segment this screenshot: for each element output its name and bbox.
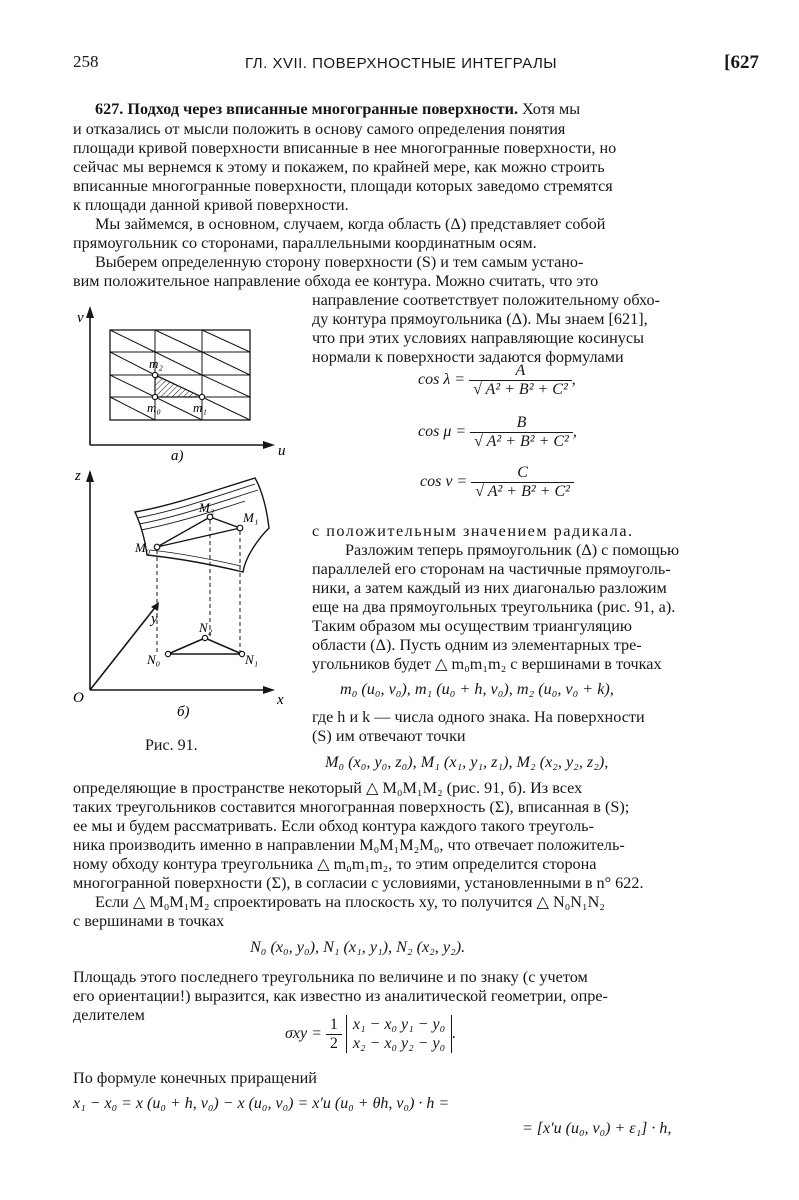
text-line bbox=[95, 100, 765, 119]
y-axis-arrow-icon bbox=[151, 602, 159, 611]
text-line: прямоугольник со сторонами, параллельными координатным осям. bbox=[73, 234, 537, 252]
formula-increment-1: x₁ − x₀ = x (u₀ + h, v₀) − x (u₀, v₀) = x′u (u₀ + θh, v₀) · h = bbox=[73, 1095, 450, 1112]
text-line: где h и k — числа одного знака. На поверхности bbox=[312, 708, 645, 726]
label-N2: N₂ bbox=[199, 620, 213, 635]
label-m2: m₂ bbox=[149, 356, 163, 371]
text-line: к площади данной кривой поверхности. bbox=[73, 196, 349, 214]
point-N0 bbox=[165, 651, 170, 656]
text-line: Выберем определенную сторону поверхности (S) и тем самым устано- bbox=[95, 253, 584, 271]
label-y: y bbox=[151, 611, 158, 627]
text-line: вписанные многогранные поверхности, площади которых заведомо стремятся bbox=[73, 177, 613, 195]
text-line: и отказались от мысли положить в основу самого определения понятия bbox=[73, 120, 566, 138]
text-line: делителем bbox=[73, 1006, 145, 1024]
text-line: области (Δ). Пусть одним из элементарных тре- bbox=[312, 636, 642, 654]
point-N1 bbox=[239, 651, 244, 656]
figure-caption: Рис. 91. bbox=[145, 737, 198, 754]
text-line: По формуле конечных приращений bbox=[73, 1069, 317, 1087]
v-axis-arrow-icon bbox=[86, 306, 94, 318]
text-line: ее мы и будем рассматривать. Если обход контура каждого такого треуголь- bbox=[73, 817, 594, 835]
point-M0 bbox=[154, 544, 160, 550]
label-N1: N₁ bbox=[245, 652, 259, 667]
panel-b-diagram bbox=[73, 468, 284, 720]
label-M1: M₁ bbox=[243, 510, 259, 525]
formula-M-points: M₀ (x₀, y₀, z₀), M₁ (x₁, y₁, z₁), M₂ (x₂, y₂, z₂), bbox=[325, 753, 609, 771]
text-line: параллелей его сторонам на частичные прямоуголь- bbox=[312, 560, 671, 578]
formula-cos-lambda: cos λ = $\frac{A}{\text{√ A² + B² + C²}}$ , bbox=[418, 362, 576, 398]
panel-a-diagram bbox=[77, 306, 286, 464]
text-line: что при этих условиях направляющие косинусы bbox=[312, 329, 644, 347]
formula-cos-nu: cos ν = $\frac{C}{\text{√ A² + B² + C²}}$ bbox=[420, 464, 574, 501]
point-N2 bbox=[202, 635, 207, 640]
text-line: Мы займемся, в основном, случаем, когда область (Δ) представляет собой bbox=[95, 215, 606, 233]
text-line: ному обходу контура треугольника △ m₀m₁m₂, то этим определится сторона bbox=[73, 855, 597, 873]
text-line: ника производить именно в направлении M₀M₁M₂M₀, что отвечает положитель- bbox=[73, 836, 625, 854]
page-number: 258 bbox=[73, 52, 99, 71]
label-origin: O bbox=[73, 690, 84, 706]
formula-m-points: m₀ (u₀, v₀), m₁ (u₀ + h, v₀), m₂ (u₀, v₀ + k), bbox=[340, 680, 614, 698]
text-line: многогранной поверхности (Σ), в согласии с условиями, установленными в n° 622. bbox=[73, 874, 644, 892]
section-title: 627. Подход через вписанные многогранные поверхности. bbox=[95, 100, 518, 118]
text-fragment: Хотя мы bbox=[522, 100, 581, 118]
hatched-triangle bbox=[155, 375, 202, 397]
text-line: его ориентации!) выразится, как известно из аналитической геометрии, опре- bbox=[73, 987, 608, 1005]
label-z: z bbox=[75, 468, 81, 484]
u-axis-arrow-icon bbox=[263, 441, 275, 449]
label-M2: M₂ bbox=[199, 500, 215, 515]
text-line: с вершинами в точках bbox=[73, 912, 225, 930]
label-M0: M₀ bbox=[135, 540, 151, 555]
text-line: ники, а затем каждый из них диагональю разложим bbox=[312, 579, 667, 597]
text-line: Разложим теперь прямоугольник (Δ) с помощью bbox=[345, 541, 680, 559]
text-line: Таким образом мы осуществим триангуляцию bbox=[312, 617, 632, 635]
text-line: Если △ M₀M₁M₂ спроектировать на плоскость xy, то получится △ N₀N₁N₂ bbox=[95, 893, 605, 911]
formula-cos-mu: cos μ = $\frac{B}{\text{√ A² + B² + C²}}$ , bbox=[418, 414, 577, 450]
label-panel-b: б) bbox=[177, 704, 190, 720]
label-u: u bbox=[278, 443, 286, 459]
label-m0: m₀ bbox=[147, 400, 161, 415]
formula-sigma-determinant: σxy = $\frac{1}{2}$ x₁ − x₀ y₁ − y₀ x₂ − x₀ y₂ − y₀ . bbox=[285, 1015, 457, 1052]
text-line: ду контура прямоугольника (Δ). Мы знаем [621], bbox=[312, 310, 648, 328]
formula-N-points: N₀ (x₀, y₀), N₁ (x₁, y₁), N₂ (x₂, y₂). bbox=[250, 938, 466, 956]
text-line: угольников будет △ m₀m₁m₂ с вершинами в точках bbox=[312, 655, 662, 673]
point-M1 bbox=[237, 525, 243, 531]
formula-increment-2: = [x′u (u₀, v₀) + ε₁] · h, bbox=[522, 1120, 672, 1137]
section-reference: [627 bbox=[724, 52, 759, 73]
text-line: определяющие в пространстве некоторый △ M₀M₁M₂ (рис. 91, б). Из всех bbox=[73, 779, 583, 797]
figure-91 bbox=[65, 300, 305, 730]
text-line: еще на два прямоугольных треугольника (рис. 91, а). bbox=[312, 598, 676, 616]
text-line: сейчас мы вернемся к этому и покажем, по крайней мере, как можно строить bbox=[73, 158, 605, 176]
text-line: площади кривой поверхности вписанные в нее многогранные поверхности, но bbox=[73, 139, 617, 157]
text-line: Площадь этого последнего треугольника по величине и по знаку (с учетом bbox=[73, 968, 588, 986]
text-line: (S) им отвечают точки bbox=[312, 727, 466, 745]
point-m0 bbox=[152, 394, 157, 399]
point-m2 bbox=[152, 372, 157, 377]
x-axis-arrow-icon bbox=[263, 686, 275, 694]
point-M2 bbox=[207, 514, 213, 520]
label-v: v bbox=[77, 310, 84, 326]
label-panel-a: а) bbox=[171, 448, 184, 464]
text-line: с положительным значением радикала. bbox=[312, 522, 634, 540]
text-line: таких треугольников составится многогранная поверхность (Σ), вписанная в (S); bbox=[73, 798, 630, 816]
label-m1: m₁ bbox=[193, 400, 207, 415]
running-header: ГЛ. XVII. ПОВЕРХНОСТНЫЕ ИНТЕГРАЛЫ bbox=[245, 55, 558, 72]
y-axis bbox=[90, 605, 157, 690]
label-x: x bbox=[277, 692, 284, 708]
z-axis-arrow-icon bbox=[86, 470, 94, 482]
text-line: направление соответствует положительному обхо- bbox=[312, 291, 660, 309]
label-N0: N₀ bbox=[147, 652, 161, 667]
text-line: вим положительное направление обхода ее контура. Можно считать, что это bbox=[73, 272, 599, 290]
triangle-M0M1M2 bbox=[157, 517, 240, 547]
text-line: нормали к поверхности задаются формулами bbox=[312, 348, 624, 366]
point-m1 bbox=[199, 394, 204, 399]
